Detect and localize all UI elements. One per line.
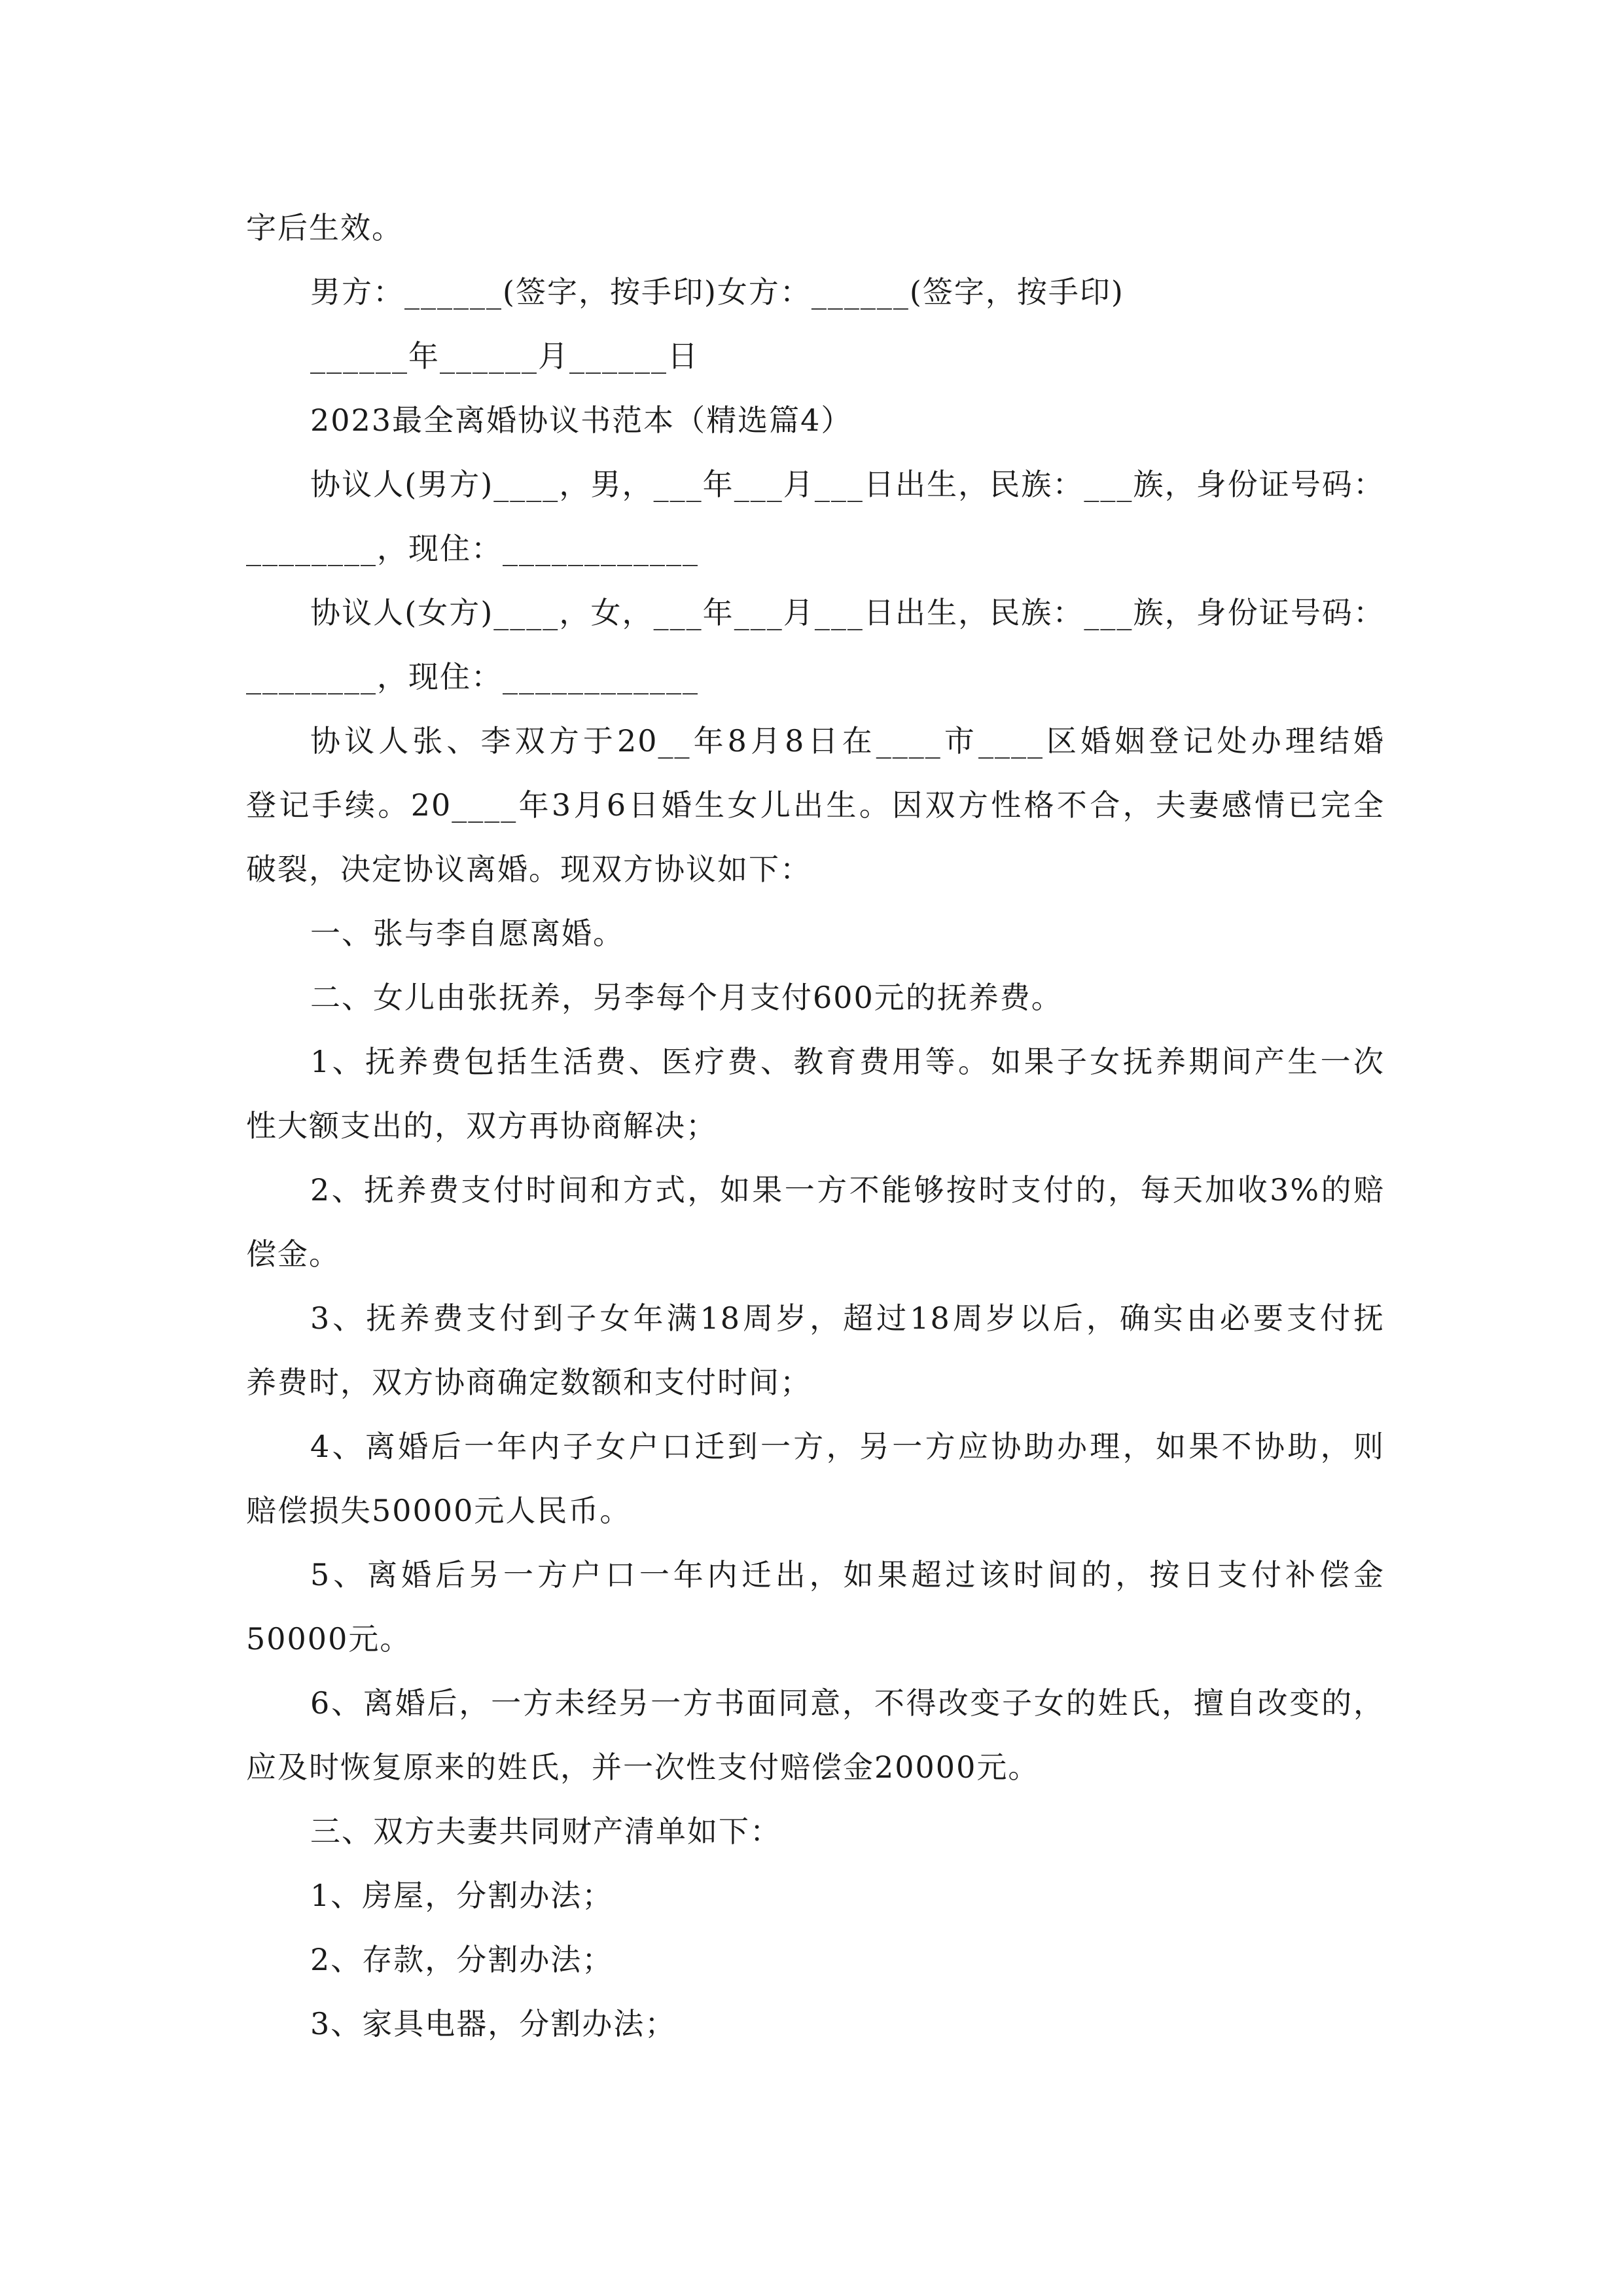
- clause-item: 4、离婚后一年内子女户口迁到一方，另一方应协助办理，如果不协助，则: [310, 1429, 1385, 1464]
- date-line: ______年______月______日: [310, 338, 699, 374]
- party-female-address-line: ________，现住：____________: [246, 659, 699, 694]
- signature-line: 男方：______(签字，按手印)女方：______(签字，按手印): [310, 274, 1124, 310]
- section-title: 2023最全离婚协议书范本（精选篇4）: [310, 403, 853, 438]
- text-line: 破裂，决定协议离婚。现双方协议如下：: [246, 852, 812, 887]
- clause-heading: 三、双方夫妻共同财产清单如下：: [310, 1814, 781, 1849]
- clause-heading: 二、女儿由张抚养，另李每个月支付600元的抚养费。: [310, 980, 1063, 1015]
- property-item: 2、存款，分割办法；: [310, 1942, 614, 1977]
- clause-item: 2、抚养费支付时间和方式，如果一方不能够按时支付的，每天加收3%的赔: [310, 1172, 1385, 1208]
- clause-item-cont: 赔偿损失50000元人民币。: [246, 1493, 632, 1528]
- clause-item-cont: 50000元。: [246, 1621, 412, 1657]
- text-line: 登记手续。20____年3月6日婚生女儿出生。因双方性格不合，夫妻感情已完全: [246, 787, 1385, 823]
- clause-item: 3、抚养费支付到子女年满18周岁，超过18周岁以后，确实由必要支付抚: [310, 1300, 1385, 1336]
- clause-item: 6、离婚后，一方未经另一方书面同意，不得改变子女的姓氏，擅自改变的，: [310, 1685, 1385, 1721]
- clause-heading: 一、张与李自愿离婚。: [310, 916, 624, 951]
- clause-item: 1、抚养费包括生活费、医疗费、教育费用等。如果子女抚养期间产生一次: [310, 1044, 1385, 1079]
- property-item: 1、房屋，分割办法；: [310, 1878, 614, 1913]
- text-line: 字后生效。: [246, 210, 403, 245]
- party-male-line: 协议人(男方)____，男，___年___月___日出生，民族：___族，身份证号码：: [310, 467, 1385, 502]
- clause-item-cont: 偿金。: [246, 1236, 340, 1272]
- clause-item-cont: 养费时，双方协商确定数额和支付时间；: [246, 1365, 812, 1400]
- party-male-address-line: ________，现住：____________: [246, 531, 699, 566]
- property-item: 3、家具电器，分割办法；: [310, 2006, 677, 2041]
- clause-item-cont: 应及时恢复原来的姓氏，并一次性支付赔偿金20000元。: [246, 1749, 1040, 1785]
- text-line: 协议人张、李双方于20__年8月8日在____市____区婚姻登记处办理结婚: [310, 723, 1385, 759]
- party-female-line: 协议人(女方)____，女，___年___月___日出生，民族：___族，身份证号码：: [310, 595, 1385, 630]
- clause-item: 5、离婚后另一方户口一年内迁出，如果超过该时间的，按日支付补偿金: [310, 1557, 1385, 1592]
- clause-item-cont: 性大额支出的，双方再协商解决；: [246, 1108, 717, 1143]
